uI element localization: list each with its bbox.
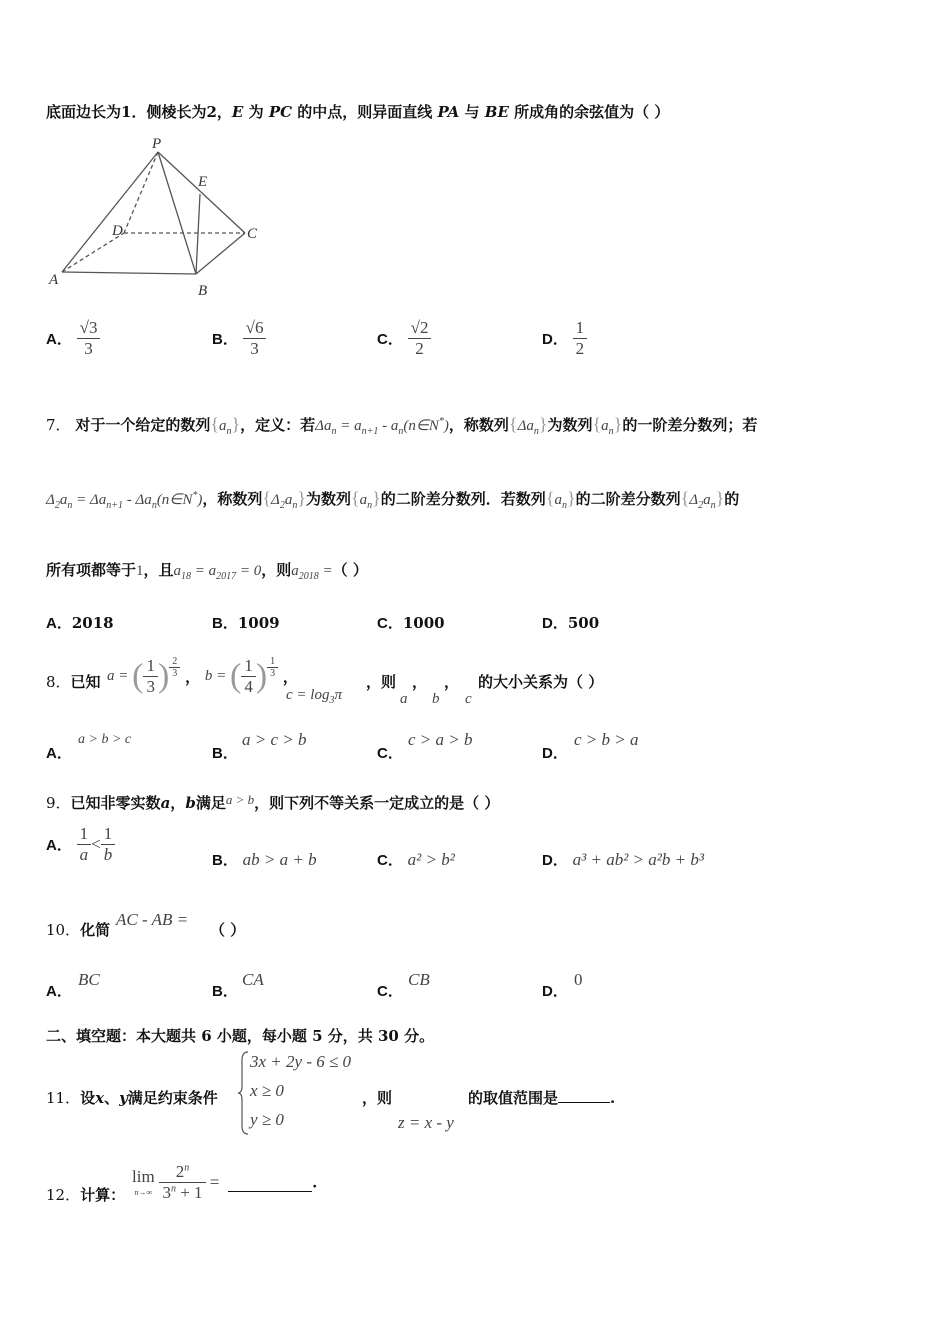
- q8-a-def: [107, 656, 298, 697]
- text: 计算：: [80, 1186, 126, 1204]
- option-value: 1009: [237, 614, 280, 632]
- brace: {: [592, 414, 602, 434]
- q7-line2: [46, 486, 739, 516]
- q10-option-d[interactable]: [542, 980, 568, 1001]
- math: Δa: [315, 418, 332, 434]
- math: = a: [336, 418, 362, 434]
- text: 所有项都等于: [46, 561, 137, 579]
- q8-then: [366, 672, 396, 692]
- q8-tail: [478, 672, 603, 692]
- math: a: [601, 418, 609, 434]
- exponent: [267, 656, 278, 679]
- math: 2017: [216, 571, 237, 582]
- text: ，称数列: [202, 490, 263, 508]
- option-label: C．: [377, 983, 403, 1000]
- q7-option-d[interactable]: [542, 612, 599, 633]
- math: b: [185, 794, 196, 812]
- q10-option-c-value: CB: [408, 970, 430, 989]
- text: ，且: [143, 561, 174, 579]
- option-label: A．: [46, 615, 72, 632]
- q11-objective: z = x - y: [398, 1113, 454, 1132]
- math: a: [160, 794, 171, 812]
- numerator: 1: [143, 656, 158, 677]
- question-number: 10．: [46, 921, 81, 939]
- edge-PD: [124, 152, 158, 233]
- text: 2: [206, 103, 217, 121]
- q8-option-b-value: a > c > b: [242, 730, 307, 749]
- math: (n∈N: [156, 492, 193, 508]
- denominator: 3: [250, 339, 259, 358]
- text: ，: [170, 794, 186, 812]
- math: b: [432, 691, 440, 707]
- option-label: D．: [542, 852, 568, 869]
- math: Δa: [517, 418, 534, 434]
- numerator: 2: [169, 656, 180, 668]
- brace: }: [231, 414, 241, 434]
- q8-stem: [46, 672, 101, 692]
- text: 1: [121, 103, 132, 121]
- numerator: 1: [241, 656, 256, 677]
- math: 2018: [298, 571, 319, 582]
- q8-c-def: [286, 684, 342, 711]
- text: 的大小关系为（ ）: [478, 673, 604, 691]
- q10-option-c[interactable]: [377, 980, 403, 1001]
- text: 对于一个给定的数列: [75, 416, 211, 434]
- math: 3: [162, 1183, 171, 1202]
- math: n: [710, 500, 716, 511]
- math: n: [608, 426, 614, 437]
- numerator: √3: [77, 318, 101, 339]
- numerator: 1: [77, 824, 92, 845]
- brace: }: [613, 414, 623, 434]
- q10-option-a[interactable]: [46, 980, 72, 1001]
- q11-stem: [46, 1088, 218, 1108]
- paren: ): [255, 657, 268, 695]
- math: n: [170, 1183, 176, 1195]
- q7-option-b[interactable]: [212, 612, 280, 633]
- math: b =: [204, 668, 230, 684]
- q6-stem: [46, 102, 669, 122]
- math: <: [91, 834, 101, 854]
- option-label: B．: [212, 852, 238, 869]
- math: n: [226, 426, 232, 437]
- math: *: [192, 490, 198, 501]
- math: a: [218, 418, 227, 434]
- option-label: C．: [377, 745, 403, 762]
- q8-option-b[interactable]: [212, 742, 238, 763]
- option-label: A．: [46, 983, 72, 1000]
- text: ，: [185, 668, 201, 686]
- q11-constraint-2: x ≥ 0: [250, 1081, 284, 1100]
- math: a =: [107, 668, 133, 684]
- q11-tail: [468, 1088, 615, 1108]
- q12-stem: [46, 1185, 125, 1205]
- q8-option-d[interactable]: [542, 742, 568, 763]
- question-number: 12．: [46, 1186, 81, 1204]
- q7-option-a[interactable]: [46, 612, 114, 633]
- paren: (: [132, 657, 144, 695]
- q11-constraint-3: y ≥ 0: [250, 1110, 284, 1129]
- math: - Δa: [123, 492, 152, 508]
- fraction: [243, 318, 267, 359]
- brace: }: [372, 488, 381, 508]
- fraction: [143, 656, 158, 697]
- option-label: C．: [377, 615, 403, 632]
- fraction: [101, 824, 116, 865]
- denominator: 3: [146, 677, 155, 696]
- paren: ): [157, 657, 170, 695]
- math: = a: [191, 563, 217, 579]
- q10-option-a-value: BC: [78, 970, 100, 989]
- system-brace: [238, 1050, 250, 1136]
- brace: }: [715, 488, 725, 508]
- brace: }: [566, 488, 576, 508]
- question-number: 9．: [46, 794, 71, 812]
- q10-expr: AC - AB =: [116, 910, 189, 929]
- math: Δ: [46, 492, 55, 508]
- option-value: ab > a + b: [242, 850, 317, 869]
- text: 已知非零实数: [70, 794, 161, 812]
- math: n: [398, 426, 404, 437]
- fraction: [159, 1162, 205, 1203]
- question-number: 7．: [46, 416, 71, 434]
- numerator: √6: [243, 318, 267, 339]
- text: 已知: [70, 673, 101, 691]
- question-number: 11．: [46, 1089, 81, 1107]
- q9-option-c[interactable]: [377, 849, 455, 870]
- brace: {: [351, 488, 360, 508]
- text: ，: [444, 673, 460, 691]
- math: a: [554, 492, 562, 508]
- brace: {: [210, 414, 219, 434]
- option-label: C．: [377, 852, 403, 869]
- math: n→∞: [134, 1187, 153, 1197]
- denominator: [159, 1183, 205, 1203]
- answer-blank[interactable]: [228, 1173, 312, 1192]
- option-label: B．: [212, 983, 238, 1000]
- q8-option-a-value: a > b > c: [78, 732, 132, 747]
- math: = 0: [236, 563, 262, 579]
- math: 2: [698, 500, 704, 511]
- label-E: E: [198, 174, 208, 190]
- text: ，: [282, 668, 298, 686]
- text: ，则: [261, 561, 292, 579]
- text: 底面边长为: [46, 103, 122, 121]
- fraction: [573, 318, 588, 359]
- brace: {: [545, 488, 555, 508]
- fraction: [241, 656, 256, 697]
- math: - a: [378, 418, 399, 434]
- label-P: P: [152, 136, 162, 152]
- text: 为数列: [306, 490, 352, 508]
- option-label: D．: [542, 745, 568, 762]
- math: = Δa: [72, 492, 107, 508]
- math: a: [59, 492, 68, 508]
- q9-option-a[interactable]: [46, 824, 115, 865]
- question-number: 8．: [46, 673, 71, 691]
- label-A: A: [49, 272, 59, 288]
- text: PA: [437, 103, 460, 121]
- math: =: [318, 563, 333, 579]
- math: n+1: [361, 426, 379, 437]
- denominator: 4: [244, 677, 253, 696]
- brace: {: [508, 414, 518, 434]
- math: π: [334, 687, 342, 703]
- option-label: B．: [212, 615, 238, 632]
- q9-stem: [46, 790, 499, 813]
- q8-var-b: [432, 688, 440, 709]
- math: a: [359, 492, 368, 508]
- q8-option-c[interactable]: [377, 742, 403, 763]
- math: n: [561, 500, 567, 511]
- brace: }: [538, 414, 548, 434]
- pyramid-figure: [40, 132, 280, 302]
- text: E: [231, 103, 244, 121]
- brace: {: [680, 488, 690, 508]
- q10-stem: [46, 920, 110, 940]
- text: 所成角的余弦值为（ ）: [508, 103, 670, 121]
- denominator: 2: [575, 339, 585, 358]
- math: c = log: [286, 687, 330, 703]
- fraction: [408, 318, 432, 359]
- label-D: D: [112, 223, 123, 239]
- brace: }: [297, 488, 306, 508]
- math: n: [67, 500, 73, 511]
- text: ，定义：若: [240, 416, 316, 434]
- edge-BC: [196, 233, 245, 274]
- q11-then: ，则: [362, 1089, 393, 1107]
- edge-BE: [196, 194, 200, 274]
- text: BE: [484, 103, 509, 121]
- math: c: [465, 691, 472, 707]
- exponent: [169, 656, 180, 679]
- text: 的二阶差分数列．若数列: [380, 490, 546, 508]
- option-label: D．: [542, 983, 568, 1000]
- text: 的取值范围是: [468, 1089, 559, 1107]
- math: =: [205, 1172, 220, 1192]
- q7-option-c[interactable]: [377, 612, 445, 633]
- q11-constraint-1: 3x + 2y - 6 ≤ 0: [250, 1052, 352, 1071]
- text: 与: [459, 103, 485, 121]
- option-label: C．: [377, 331, 403, 348]
- math: a: [703, 492, 711, 508]
- option-label: A．: [46, 745, 72, 762]
- math: n: [331, 426, 337, 437]
- math: Δ: [689, 492, 699, 508]
- q10-option-d-value: 0: [574, 970, 583, 989]
- math: (n∈N: [403, 418, 439, 434]
- text: ，则: [366, 673, 397, 691]
- q10-option-b[interactable]: [212, 980, 238, 1001]
- q8-option-a[interactable]: [46, 742, 72, 763]
- edge-PA: [62, 152, 158, 272]
- text: 满足: [195, 794, 226, 812]
- text: ，: [216, 103, 232, 121]
- text: 为: [243, 103, 269, 121]
- math: n: [151, 500, 157, 511]
- text: ，: [412, 673, 428, 691]
- text: PC: [268, 103, 293, 121]
- q10-paren: （ ）: [210, 921, 246, 939]
- denominator: a: [79, 845, 89, 864]
- option-label: B．: [212, 745, 238, 762]
- text: 的中点，则异面直线: [292, 103, 438, 121]
- text: 设: [80, 1089, 96, 1107]
- numerator: 1: [267, 656, 278, 668]
- numerator: √2: [408, 318, 432, 339]
- text: .: [610, 1089, 616, 1107]
- numerator: 1: [101, 824, 116, 845]
- math: 1: [136, 563, 144, 579]
- text: 的二阶差分数列: [575, 490, 681, 508]
- math: *: [438, 416, 444, 427]
- math: n+1: [106, 500, 123, 511]
- q12-limit: [132, 1162, 317, 1203]
- q9-option-b[interactable]: [212, 849, 317, 870]
- math: a: [173, 563, 182, 579]
- math: lim: [132, 1166, 155, 1186]
- option-value: a² > b²: [407, 850, 455, 869]
- q8-comma2: [444, 672, 459, 692]
- text: ．侧棱长为: [131, 103, 207, 121]
- label-C: C: [247, 226, 258, 242]
- option-value: 500: [567, 614, 600, 632]
- math: n: [367, 500, 373, 511]
- text: ，则下列不等关系一定成立的是（ ）: [254, 794, 500, 812]
- math: a: [400, 691, 408, 707]
- answer-blank[interactable]: [558, 1102, 610, 1103]
- text: 为数列: [547, 416, 593, 434]
- option-value: 2018: [71, 614, 114, 632]
- denominator: 3: [84, 339, 93, 358]
- option-value: a³ + ab² > a²b + b³: [572, 850, 704, 869]
- math: 18: [181, 571, 192, 582]
- q8-var-c: [465, 688, 472, 709]
- denominator: 3: [172, 668, 178, 679]
- q7-line1: [46, 412, 757, 442]
- option-label: A．: [46, 837, 72, 854]
- q8-vars: [400, 688, 408, 709]
- option-label: A．: [46, 331, 72, 348]
- q8-comma1: [412, 672, 427, 692]
- numerator: 1: [573, 318, 588, 339]
- math: y: [119, 1089, 128, 1107]
- denominator: 3: [270, 668, 276, 679]
- text: 、: [104, 1089, 120, 1107]
- text: 的: [724, 490, 740, 508]
- q6-option-d[interactable]: [542, 318, 587, 359]
- text: .: [312, 1173, 318, 1192]
- math: 2: [54, 500, 60, 511]
- text: 的一阶差分数列；若: [622, 416, 758, 434]
- math: n: [184, 1162, 190, 1174]
- math: Δ: [271, 492, 280, 508]
- math: x: [95, 1089, 105, 1107]
- option-label: B．: [212, 331, 238, 348]
- limit-operator: [132, 1167, 155, 1199]
- denominator: b: [103, 845, 113, 864]
- q7-line3: [46, 560, 368, 587]
- label-B: B: [198, 283, 208, 299]
- math: a: [291, 563, 299, 579]
- fraction: [77, 318, 101, 359]
- numerator: [159, 1162, 205, 1183]
- math: a > b: [225, 792, 255, 807]
- option-value: 1000: [402, 614, 445, 632]
- q8-option-d-value: c > b > a: [574, 730, 639, 749]
- math: n: [292, 500, 298, 511]
- q6-option-b[interactable]: [212, 318, 266, 359]
- math: 2: [175, 1162, 185, 1181]
- q9-option-d[interactable]: [542, 849, 704, 870]
- section-title: 二、填空题：本大题共 6 小题，每小题 5 分，共 30 分。: [46, 1027, 435, 1045]
- fraction: [77, 824, 92, 865]
- text: （ ）: [332, 561, 368, 579]
- text: 化简: [80, 921, 111, 939]
- math: + 1: [175, 1183, 203, 1202]
- math: 2: [279, 500, 285, 511]
- edge-AB: [62, 272, 196, 274]
- q10-option-b-value: CA: [242, 970, 264, 989]
- math: a: [284, 492, 293, 508]
- math: 3: [329, 695, 335, 706]
- paren: (: [229, 657, 242, 695]
- math: ): [197, 492, 203, 508]
- math: ): [443, 418, 449, 434]
- math: n: [533, 426, 539, 437]
- denominator: 2: [415, 339, 424, 358]
- text: 满足约束条件: [127, 1089, 218, 1107]
- option-label: D．: [542, 615, 568, 632]
- q8-option-c-value: c > a > b: [408, 730, 473, 749]
- q6-option-a[interactable]: [46, 318, 100, 359]
- brace: {: [262, 488, 272, 508]
- option-label: D．: [542, 331, 568, 348]
- q6-option-c[interactable]: [377, 318, 431, 359]
- text: ，称数列: [448, 416, 509, 434]
